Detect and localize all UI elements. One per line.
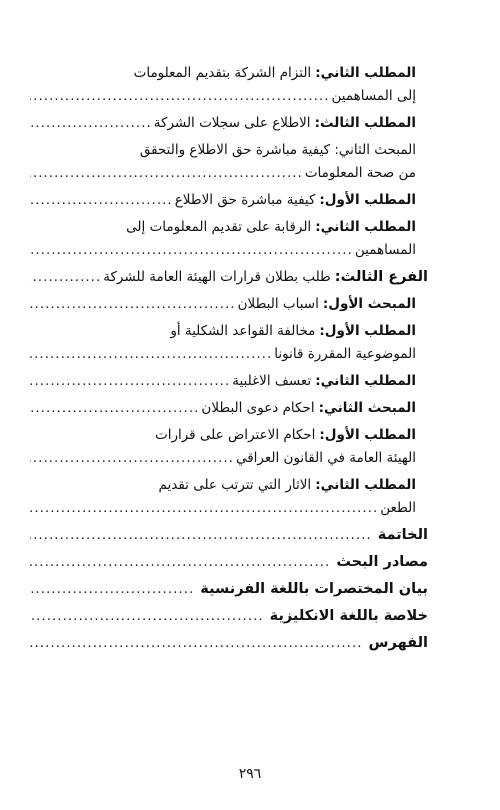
toc-entry-label: بيان المختصرات باللغة الفرنسية bbox=[200, 581, 428, 597]
table-of-contents bbox=[28, 62, 428, 659]
toc-entry bbox=[28, 320, 428, 366]
toc-entry-label: المطلب الثاني: bbox=[315, 373, 416, 389]
toc-entry-line bbox=[28, 424, 416, 447]
toc-entry bbox=[28, 293, 428, 316]
toc-page-number bbox=[0, 497, 3, 520]
leader-dots bbox=[30, 189, 173, 212]
toc-entry bbox=[28, 397, 428, 420]
toc-entry-line bbox=[28, 85, 416, 108]
toc-entry-text: احكام الاعتراض على قرارات bbox=[155, 427, 316, 443]
toc-entry-line bbox=[28, 370, 416, 393]
leader-dots bbox=[30, 551, 330, 574]
toc-entry bbox=[28, 578, 428, 601]
toc-entry bbox=[28, 551, 428, 574]
toc-page-number bbox=[0, 189, 3, 212]
leader-dots bbox=[30, 497, 378, 520]
toc-entry-label: مصادر البحث bbox=[336, 554, 428, 570]
toc-entry-line bbox=[28, 162, 416, 185]
leader-dots bbox=[30, 605, 264, 628]
toc-entry-label: المطلب الأول: bbox=[319, 323, 416, 339]
leader-dots bbox=[30, 266, 101, 289]
toc-entry bbox=[28, 266, 428, 289]
toc-entry-text: كيفية مباشرة حق الاطلاع bbox=[174, 192, 316, 208]
toc-entry-text: التزام الشركة بتقديم المعلومات bbox=[133, 65, 312, 81]
leader-dots bbox=[30, 397, 199, 420]
toc-entry-line bbox=[28, 239, 416, 262]
toc-entry-line bbox=[28, 189, 416, 212]
toc-page-number bbox=[0, 343, 3, 366]
toc-entry-text-continued: إلى المساهمين bbox=[331, 88, 416, 104]
toc-entry-text-continued: المساهمين bbox=[354, 242, 416, 258]
leader-dots bbox=[30, 293, 236, 316]
toc-page-number bbox=[0, 293, 3, 316]
toc-entry-line bbox=[28, 551, 428, 574]
toc-page-number bbox=[0, 605, 3, 628]
toc-entry-text-continued: من صحة المعلومات bbox=[304, 165, 416, 181]
toc-entry-line bbox=[28, 605, 428, 628]
toc-entry-line bbox=[28, 397, 416, 420]
toc-entry-label: المطلب الثالث: bbox=[314, 115, 416, 131]
toc-entry-line bbox=[28, 632, 428, 655]
leader-dots bbox=[30, 578, 194, 601]
leader-dots bbox=[30, 447, 234, 470]
toc-entry bbox=[28, 605, 428, 628]
toc-entry-label: المطلب الأول: bbox=[319, 192, 416, 208]
toc-entry-label: الخاتمة bbox=[377, 527, 428, 543]
toc-entry-line bbox=[28, 62, 416, 85]
leader-dots bbox=[30, 632, 363, 655]
toc-entry bbox=[28, 139, 428, 185]
toc-entry-text: تعسف الاغلبية bbox=[232, 373, 312, 389]
toc-page-number bbox=[0, 578, 3, 601]
leader-dots bbox=[30, 112, 152, 135]
toc-page-number bbox=[0, 85, 3, 108]
toc-entry-label: خلاصة باللغة الانكليزية bbox=[269, 608, 428, 624]
toc-entry-line bbox=[28, 497, 416, 520]
toc-page-number bbox=[0, 239, 3, 262]
toc-entry-line bbox=[28, 524, 428, 547]
toc-entry-line bbox=[28, 266, 428, 289]
toc-entry-label: المبحث الثاني: bbox=[318, 400, 416, 416]
toc-entry bbox=[28, 632, 428, 655]
toc-entry-label: المطلب الثاني: bbox=[315, 65, 416, 81]
toc-entry-line bbox=[28, 447, 416, 470]
toc-entry-line bbox=[28, 320, 416, 343]
toc-entry bbox=[28, 112, 428, 135]
toc-entry-line bbox=[28, 474, 416, 497]
toc-entry-label: الفرع الثالث: bbox=[334, 269, 428, 285]
leader-dots bbox=[30, 343, 272, 366]
toc-entry-label: المبحث الأول: bbox=[322, 296, 416, 312]
toc-entry-line bbox=[28, 343, 416, 366]
toc-entry-text: مخالفة القواعد الشكلية أو bbox=[170, 323, 316, 339]
toc-entry-text-continued: الهيئة العامة في القانون العراقي bbox=[235, 450, 416, 466]
toc-entry bbox=[28, 524, 428, 547]
toc-entry-text: الرقابة على تقديم المعلومات إلى bbox=[126, 219, 312, 235]
toc-entry bbox=[28, 370, 428, 393]
toc-entry bbox=[28, 424, 428, 470]
toc-page-number bbox=[0, 266, 3, 289]
toc-entry-line bbox=[28, 578, 428, 601]
toc-page-number bbox=[0, 112, 3, 135]
toc-entry-text-continued: الموضوعية المقررة قانونا bbox=[274, 346, 416, 362]
toc-entry-text: الاطلاع على سجلات الشركة bbox=[153, 115, 311, 131]
toc-page-number bbox=[0, 632, 3, 655]
toc-page-number bbox=[0, 524, 3, 547]
toc-entry-text: اسباب البطلان bbox=[237, 296, 319, 312]
page-number: ٢٩٦ bbox=[238, 766, 262, 782]
toc-entry-line bbox=[28, 139, 416, 162]
leader-dots bbox=[30, 162, 303, 185]
toc-entry bbox=[28, 474, 428, 520]
toc-entry-text: المبحث الثاني: كيفية مباشرة حق الاطلاع والتحقق bbox=[139, 142, 416, 158]
toc-entry-text: طلب بطلان قرارات الهيئة العامة للشركة bbox=[103, 269, 331, 285]
toc-page-number bbox=[0, 551, 3, 574]
leader-dots bbox=[30, 85, 329, 108]
toc-entry bbox=[28, 189, 428, 212]
toc-entry-text-continued: الطعن bbox=[380, 500, 416, 516]
toc-entry-line bbox=[28, 216, 416, 239]
leader-dots bbox=[30, 370, 230, 393]
toc-entry bbox=[28, 62, 428, 108]
leader-dots bbox=[30, 239, 353, 262]
toc-page-number bbox=[0, 370, 3, 393]
toc-entry-line bbox=[28, 112, 416, 135]
toc-entry-label: المطلب الثاني: bbox=[315, 477, 416, 493]
toc-entry-label: المطلب الثاني: bbox=[315, 219, 416, 235]
toc-entry-text: الاثار التي تترتب على تقديم bbox=[158, 477, 312, 493]
toc-entry-label: المطلب الأول: bbox=[319, 427, 416, 443]
toc-entry-text: احكام دعوى البطلان bbox=[201, 400, 315, 416]
leader-dots bbox=[30, 524, 372, 547]
toc-page-number bbox=[0, 162, 3, 185]
toc-entry bbox=[28, 216, 428, 262]
toc-entry-line bbox=[28, 293, 416, 316]
toc-entry-label: الفهرس bbox=[368, 635, 428, 651]
